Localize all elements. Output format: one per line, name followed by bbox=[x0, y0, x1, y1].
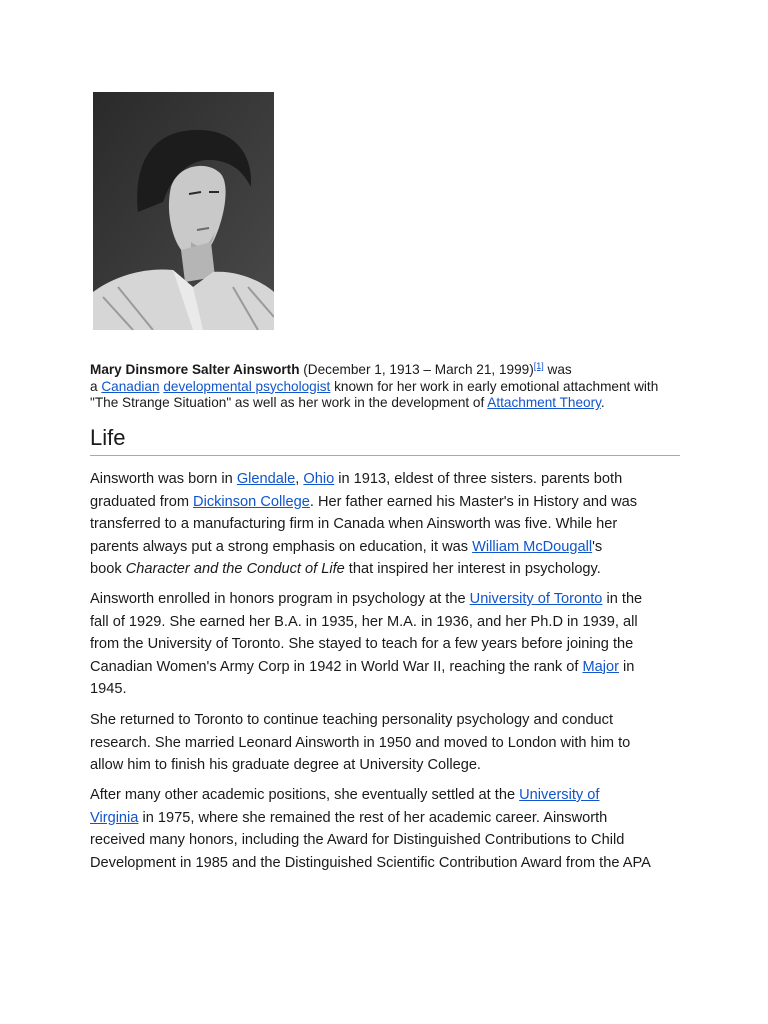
section-heading-text: Life bbox=[90, 425, 126, 450]
body-text: that inspired her interest in psychology. bbox=[344, 561, 601, 577]
body-text: allow him to finish his graduate degree at University College. bbox=[90, 757, 481, 773]
body-text: received many honors, including the Award for Distinguished Contributions to Child bbox=[90, 832, 625, 848]
body-text: 's bbox=[592, 538, 603, 555]
lifespan-dates: (December 1, 1913 – March 21, 1999) bbox=[299, 362, 534, 377]
body-text: , bbox=[295, 471, 304, 487]
body-text: After many other academic positions, she eventually settled at the bbox=[90, 787, 520, 803]
paragraph-education bbox=[90, 588, 690, 701]
university-of-virginia-link[interactable]: University of bbox=[519, 787, 600, 803]
book-title: Character and the Conduct of Life bbox=[125, 561, 345, 577]
body-text: 1945. bbox=[90, 681, 127, 697]
glendale-link[interactable]: Glendale bbox=[236, 471, 296, 487]
section-heading bbox=[90, 424, 680, 456]
ohio-link[interactable]: Ohio bbox=[303, 471, 335, 487]
body-text: book bbox=[90, 561, 126, 577]
subject-name: Mary Dinsmore Salter Ainsworth bbox=[90, 362, 300, 377]
body-text: in 1913, eldest of three sisters. parents both bbox=[334, 471, 623, 487]
intro-text: known for her work in early emotional attachment with bbox=[330, 378, 659, 394]
william-mcdougall-link[interactable]: William McDougall bbox=[472, 538, 593, 555]
body-text: in the bbox=[602, 591, 643, 607]
body-text: graduated from bbox=[90, 493, 194, 510]
developmental-psychologist-link[interactable]: developmental psychologist bbox=[163, 378, 331, 394]
intro-text: . bbox=[600, 395, 605, 410]
citation-link[interactable]: [1] bbox=[533, 361, 544, 371]
university-of-toronto-link[interactable]: University of Toronto bbox=[469, 591, 603, 607]
body-text: Development in 1985 and the Distinguished Scientific Contribution Award from the APA bbox=[90, 854, 651, 871]
university-of-virginia-link[interactable]: Virginia bbox=[90, 809, 139, 826]
intro-text: was bbox=[543, 362, 572, 377]
body-text: research. She married Leonard Ainsworth in 1950 and moved to London with him to bbox=[90, 734, 631, 751]
paragraph-toronto bbox=[90, 709, 690, 777]
body-text: Ainsworth was born in bbox=[90, 471, 237, 487]
paragraph-birth bbox=[90, 468, 690, 581]
portrait-photo bbox=[93, 92, 274, 330]
canadian-link[interactable]: Canadian bbox=[101, 378, 160, 394]
body-text: in bbox=[618, 658, 635, 675]
dickinson-college-link[interactable]: Dickinson College bbox=[193, 493, 310, 510]
body-text: parents always put a strong emphasis on education, it was bbox=[90, 538, 473, 555]
attachment-theory-link[interactable]: Attachment Theory bbox=[487, 395, 601, 410]
body-text: She returned to Toronto to continue teaching personality psychology and conduct bbox=[90, 712, 614, 728]
body-text: . Her father earned his Master's in History and was bbox=[309, 493, 638, 510]
intro-text: "The Strange Situation" as well as her work in the development of bbox=[90, 395, 488, 410]
intro-text: a bbox=[90, 378, 102, 394]
body-text: fall of 1929. She earned her B.A. in 1935, her M.A. in 1936, and her Ph.D in 1939, all bbox=[90, 613, 638, 630]
body-text: from the University of Toronto. She stayed to teach for a few years before joining the bbox=[90, 636, 634, 652]
paragraph-virginia bbox=[90, 784, 690, 874]
intro-paragraph bbox=[90, 362, 690, 412]
body-text: Ainsworth enrolled in honors program in psychology at the bbox=[90, 591, 470, 607]
body-text: transferred to a manufacturing firm in Canada when Ainsworth was five. While her bbox=[90, 516, 618, 532]
major-link[interactable]: Major bbox=[582, 658, 619, 675]
body-text: Canadian Women's Army Corp in 1942 in World War II, reaching the rank of bbox=[90, 658, 583, 675]
body-text: in 1975, where she remained the rest of her academic career. Ainsworth bbox=[138, 809, 608, 826]
